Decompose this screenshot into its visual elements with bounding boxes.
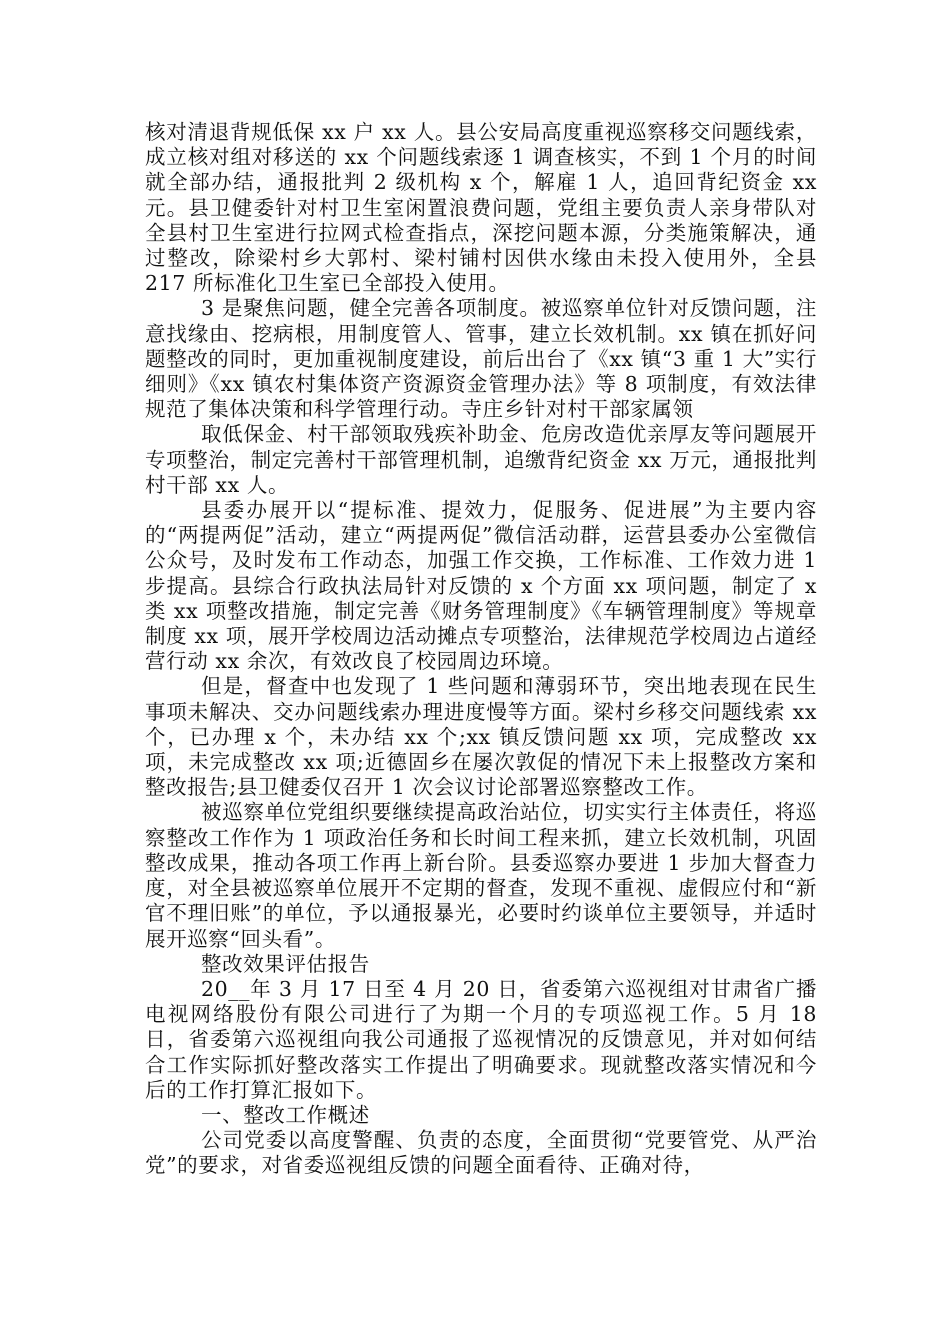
report-title: 整改效果评估报告 <box>201 951 370 976</box>
document-body <box>145 120 817 1179</box>
paragraph-1: 核对清退背规低保 xx 户 xx 人。县公安局高度重视巡察移交问题线索，成立核对组对移送的 xx 个问题线索逐 1 调查核实，不到 1 个月的时间就全部办结，通报批判 2 级机构 x 个，解雇 1 人，追回背纪资金 xx 元。县卫健委针对村卫生室闲置浪费问题，党组主要负责人亲身带队对全县村卫生室进行拉网式检查指点，深挖问题本源，分类施策解决，通过整改，除梁村乡大郭村、梁村铺村因供水缘由未投入使用外，全县 217 所标准化卫生室已全部投入使用。 <box>145 120 817 296</box>
section-heading: 一、整改工作概述 <box>201 1102 370 1127</box>
paragraph-6: 被巡察单位党组织要继续提高政治站位，切实实行主体责任，将巡察整改工作作为 1 项政治任务和长时间工程来抓，建立长效机制，巩固整改成果，推动各项工作再上新台阶。县委巡察办要进 1 步加大督查力度，对全县被巡察单位展开不定期的督查，发现不重视、虚假应付和“新官不理旧账”的单位，予以通报暴光，必要时约谈单位主要领导，并适时展开巡察“回头看”。 <box>145 800 817 951</box>
paragraph-5: 但是，督查中也发现了 1 些问题和薄弱环节，突出地表现在民生事项未解决、交办问题线索办理进度慢等方面。梁村乡移交问题线索 xx 个，已办理 x 个，未办结 xx 个;xx 镇反馈问题 xx 项，完成整改 xx 项，未完成整改 xx 项;近德固乡在屡次敦促的情况下未上报整改方案和整改报告;县卫健委仅召开 1 次会议讨论部署巡察整改工作。 <box>145 674 817 800</box>
paragraph-8: 20__年 3 月 17 日至 4 月 20 日，省委第六巡视组对甘肃省广播电视网络股份有限公司进行了为期一个月的专项巡视工作。5 月 18 日，省委第六巡视组向我公司通报了巡视情况的反馈意见，并对如何结合工作实际抓好整改落实工作提出了明确要求。现就整改落实情况和今后的工作打算汇报如下。 <box>145 976 817 1102</box>
paragraph-4: 县委办展开以“提标准、提效力，促服务、促进展”为主要内容的“两提两促”活动，建立“两提两促”微信活动群，运营县委办公室微信公众号，及时发布工作动态，加强工作交换，工作标准、工作效力进 1 步提高。县综合行政执法局针对反馈的 x 个方面 xx 项问题，制定了 x 类 xx 项整改措施，制定完善《财务管理制度》《车辆管理制度》等规章制度 xx 项，展开学校周边活动摊点专项整治，法律规范学校周边占道经营行动 xx 余次，有效改良了校园周边环境。 <box>145 498 817 674</box>
paragraph-2: 3 是聚焦问题，健全完善各项制度。被巡察单位针对反馈问题，注意找缘由、挖病根，用制度管人、管事，建立长效机制。xx 镇在抓好问题整改的同时，更加重视制度建设，前后出台了《xx 镇“3 重 1 大”实行细则》《xx 镇农村集体资产资源资金管理办法》等 8 项制度，有效法律规范了集体决策和科学管理行动。寺庄乡针对村干部家属领 <box>145 296 817 422</box>
paragraph-3: 取低保金、村干部领取残疾补助金、危房改造优亲厚友等问题展开专项整治，制定完善村干部管理机制，追缴背纪资金 xx 万元，通报批判村干部 xx 人。 <box>145 422 817 497</box>
paragraph-10: 公司党委以高度警醒、负责的态度，全面贯彻“党要管党、从严治党”的要求，对省委巡视组反馈的问题全面看待、正确对待， <box>145 1128 817 1178</box>
